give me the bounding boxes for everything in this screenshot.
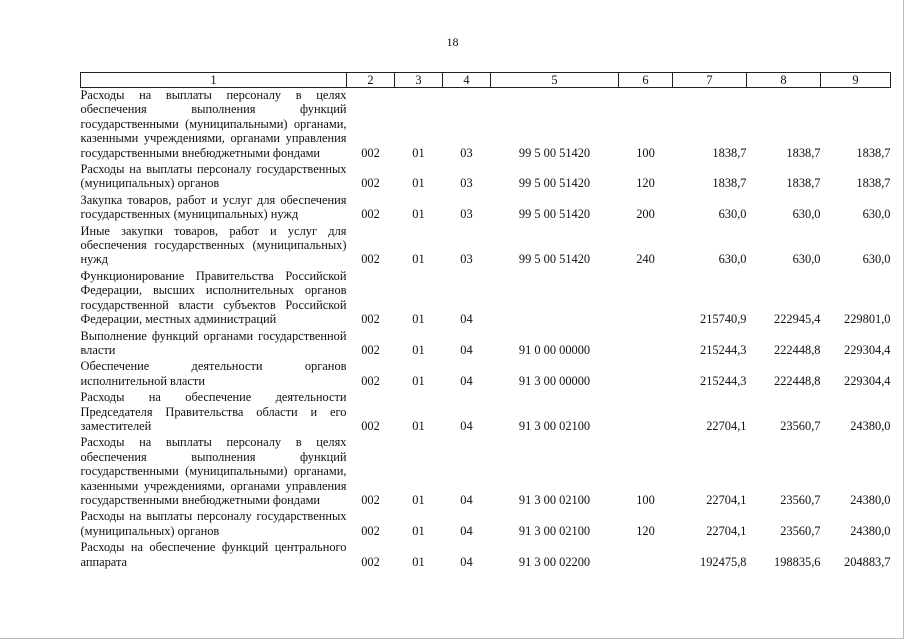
row-section-code: 01	[412, 492, 425, 507]
row-name: Расходы на выплаты персоналу в целях обеспечения выполнения функций государственными (муниципальными) органами, казенными учреждениями, органами управления государственными внебюджетными фондами	[80, 435, 347, 507]
row-amount-year2: 1838,7	[786, 145, 821, 160]
row-amount-year2: 23560,7	[780, 523, 821, 538]
header-cell: 8	[747, 73, 821, 88]
header-cell: 4	[443, 73, 491, 88]
row-amount-year1: 1838,7	[712, 145, 747, 160]
row-amount-year3: 229304,4	[844, 342, 891, 357]
row-amount-year3: 630,0	[862, 207, 891, 222]
table-row	[81, 435, 891, 509]
row-amount-year2: 23560,7	[780, 418, 821, 433]
row-amount-year1: 22704,1	[706, 492, 747, 507]
row-name: Расходы на выплаты персоналу государственных (муниципальных) органов	[80, 162, 347, 191]
row-expense-type: 240	[636, 252, 655, 267]
row-subsection-code: 03	[460, 176, 473, 191]
row-amount-year3: 24380,0	[850, 492, 891, 507]
row-amount-year2: 222448,8	[774, 373, 821, 388]
row-subsection-code: 03	[460, 207, 473, 222]
row-name: Выполнение функций органами государственной власти	[80, 328, 347, 357]
table-row	[81, 193, 891, 224]
row-target-article: 91 3 00 02200	[518, 554, 591, 569]
row-subsection-code: 03	[460, 252, 473, 267]
row-amount-year2: 630,0	[792, 207, 821, 222]
row-amount-year1: 215244,3	[700, 342, 747, 357]
row-subsection-code: 04	[460, 312, 473, 327]
row-section-code: 01	[412, 176, 425, 191]
row-section-code: 01	[412, 418, 425, 433]
header-cell: 2	[347, 73, 395, 88]
table-row	[81, 359, 891, 390]
row-target-article: 91 3 00 02100	[518, 418, 591, 433]
row-amount-year1: 215740,9	[700, 312, 747, 327]
row-section-code: 01	[412, 554, 425, 569]
budget-table	[80, 72, 891, 571]
page-number: 18	[446, 35, 459, 49]
row-ministry-code: 002	[361, 176, 380, 191]
row-amount-year1: 630,0	[718, 207, 747, 222]
row-target-article: 91 3 00 02100	[518, 523, 591, 538]
header-cell: 7	[673, 73, 747, 88]
row-section-code: 01	[412, 373, 425, 388]
row-subsection-code: 04	[460, 342, 473, 357]
row-expense-type	[619, 269, 673, 329]
row-section-code: 01	[412, 342, 425, 357]
row-amount-year2: 23560,7	[780, 492, 821, 507]
row-ministry-code: 002	[361, 492, 380, 507]
row-section-code: 01	[412, 145, 425, 160]
row-expense-type: 120	[636, 523, 655, 538]
row-expense-type	[619, 390, 673, 435]
row-target-article: 99 5 00 51420	[518, 176, 591, 191]
row-subsection-code: 04	[460, 373, 473, 388]
row-expense-type: 100	[636, 145, 655, 160]
row-expense-type: 200	[636, 207, 655, 222]
row-amount-year3: 204883,7	[844, 554, 891, 569]
table-row	[81, 269, 891, 329]
row-ministry-code: 002	[361, 342, 380, 357]
row-amount-year2: 1838,7	[786, 176, 821, 191]
row-ministry-code: 002	[361, 145, 380, 160]
row-section-code: 01	[412, 252, 425, 267]
row-amount-year3: 24380,0	[850, 523, 891, 538]
row-amount-year3: 1838,7	[856, 176, 891, 191]
row-amount-year3: 24380,0	[850, 418, 891, 433]
row-expense-type: 120	[636, 176, 655, 191]
row-target-article: 91 3 00 02100	[518, 492, 591, 507]
row-name: Расходы на обеспечение функций центрального аппарата	[80, 540, 347, 569]
row-amount-year3: 630,0	[862, 252, 891, 267]
row-ministry-code: 002	[361, 554, 380, 569]
row-ministry-code: 002	[361, 373, 380, 388]
row-name: Обеспечение деятельности органов исполнительной власти	[80, 359, 347, 388]
table-row	[81, 162, 891, 193]
row-name: Расходы на выплаты персоналу государственных (муниципальных) органов	[80, 509, 347, 538]
row-section-code: 01	[412, 207, 425, 222]
row-name: Расходы на обеспечение деятельности Председателя Правительства области и его заместителей	[80, 390, 347, 433]
table-row	[81, 224, 891, 269]
row-target-article: 99 5 00 51420	[518, 207, 591, 222]
row-amount-year1: 215244,3	[700, 373, 747, 388]
row-amount-year1: 630,0	[718, 252, 747, 267]
row-ministry-code: 002	[361, 312, 380, 327]
row-name: Функционирование Правительства Российской Федерации, высших исполнительных органов государственной власти субъектов Российской Федерации, местных администраций	[80, 268, 347, 327]
row-name: Расходы на выплаты персоналу в целях обеспечения выполнения функций государственными (муниципальными) органами, казенными учреждениями, органами управления государственными внебюджетными фондами	[80, 88, 347, 160]
row-target-article	[491, 269, 619, 329]
table-row	[81, 88, 891, 163]
row-expense-type: 100	[636, 492, 655, 507]
row-amount-year2: 630,0	[792, 252, 821, 267]
row-subsection-code: 04	[460, 418, 473, 433]
row-amount-year3: 229304,4	[844, 373, 891, 388]
header-cell: 1	[81, 73, 347, 88]
row-name: Иные закупки товаров, работ и услуг для обеспечения государственных (муниципальных) нужд	[80, 223, 347, 267]
row-amount-year1: 22704,1	[706, 418, 747, 433]
row-amount-year3: 229801,0	[844, 312, 891, 327]
row-target-article: 99 5 00 51420	[518, 252, 591, 267]
row-expense-type	[619, 540, 673, 571]
row-amount-year2: 222448,8	[774, 342, 821, 357]
row-amount-year1: 1838,7	[712, 176, 747, 191]
row-amount-year2: 222945,4	[774, 312, 821, 327]
row-expense-type	[619, 359, 673, 390]
row-subsection-code: 03	[460, 145, 473, 160]
table-row	[81, 329, 891, 360]
row-ministry-code: 002	[361, 252, 380, 267]
row-expense-type	[619, 329, 673, 360]
row-name: Закупка товаров, работ и услуг для обеспечения государственных (муниципальных) нужд	[80, 192, 347, 222]
table-row	[81, 509, 891, 540]
row-ministry-code: 002	[361, 418, 380, 433]
header-cell: 6	[619, 73, 673, 88]
header-cell: 5	[491, 73, 619, 88]
row-target-article: 91 3 00 00000	[518, 373, 591, 388]
row-section-code: 01	[412, 523, 425, 538]
row-amount-year1: 22704,1	[706, 523, 747, 538]
row-amount-year3: 1838,7	[856, 145, 891, 160]
row-amount-year1: 192475,8	[700, 554, 747, 569]
row-ministry-code: 002	[361, 523, 380, 538]
header-cell: 9	[821, 73, 891, 88]
row-ministry-code: 002	[361, 207, 380, 222]
row-amount-year2: 198835,6	[774, 554, 821, 569]
row-target-article: 99 5 00 51420	[518, 145, 591, 160]
row-section-code: 01	[412, 312, 425, 327]
table-row	[81, 540, 891, 571]
header-cell: 3	[395, 73, 443, 88]
row-subsection-code: 04	[460, 492, 473, 507]
row-target-article: 91 0 00 00000	[518, 342, 591, 357]
table-row	[81, 390, 891, 435]
header-row	[81, 73, 891, 88]
row-subsection-code: 04	[460, 523, 473, 538]
row-subsection-code: 04	[460, 554, 473, 569]
